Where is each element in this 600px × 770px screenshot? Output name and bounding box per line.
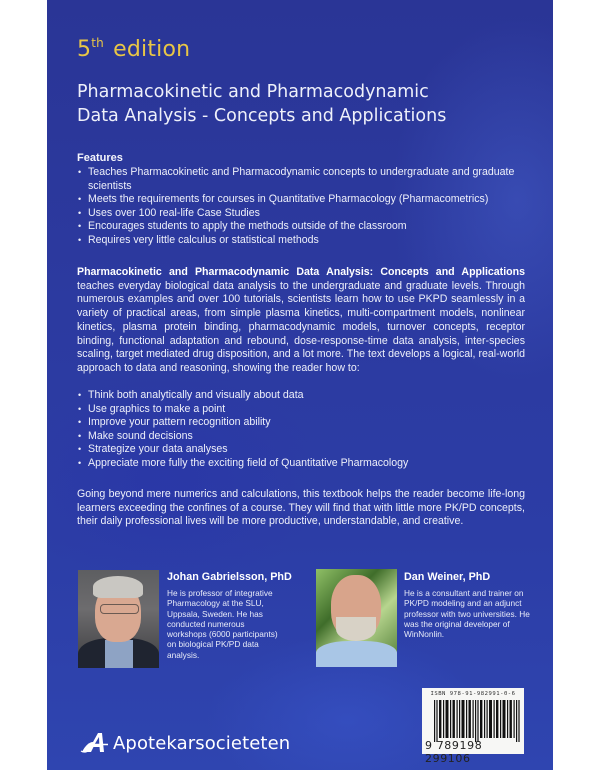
howto-item: • Use graphics to make a point [77,403,527,417]
feature-item: • Requires very little calculus or statistical methods [77,234,527,248]
description-paragraph [77,266,525,376]
author-photo-johan-gabrielsson [78,570,159,668]
howto-item: • Strategize your data analyses [77,443,527,457]
howto-item: • Make sound decisions [77,430,527,444]
feature-item: • Uses over 100 real-life Case Studies [77,207,527,221]
ean-digits: 9 789198 299106 [425,739,483,765]
barcode-bars [434,700,520,742]
howto-item: • Think both analytically and visually about data [77,389,527,403]
edition-number: 5 [77,37,92,62]
publisher-logo [79,732,290,754]
isbn-barcode [422,688,524,765]
howto-item: • Appreciate more fully the exciting field of Quantitative Pharmacology [77,457,527,471]
howto-list [77,389,527,471]
author-bio: He is professor of integrative Pharmacology at the SLU, Uppsala, Sweden. He has conducted numerous workshops (6000 participants) on biological PK/PD data analysis. [167,588,278,660]
description-lead: Pharmacokinetic and Pharmacodynamic Data Analysis: Concepts and Applications [77,266,525,278]
edition-label [77,36,190,62]
book-title-line-2: Data Analysis - Concepts and Applications [77,106,447,126]
feature-item: • Meets the requirements for courses in Quantitative Pharmacology (Pharmacometrics) [77,193,527,207]
author-name: Dan Weiner, PhD [404,571,491,583]
author-name: Johan Gabrielsson, PhD [167,571,292,583]
edition-word: edition [113,37,191,62]
book-title [77,80,547,128]
book-title-line-1: Pharmacokinetic and Pharmacodynamic [77,82,429,102]
author-photo-dan-weiner [316,569,397,667]
edition-suffix: th [91,36,104,50]
isbn-label: ISBN 978-91-982991-0-6 [430,691,516,697]
feature-item: • Encourages students to apply the methods outside of the classroom [77,220,527,234]
howto-item: • Improve your pattern recognition ability [77,416,527,430]
publisher-name: Apotekarsocieteten [113,732,291,754]
closing-paragraph: Going beyond mere numerics and calculations, this textbook helps the reader become life-long learners exceeding the confines of a course. They will find that with little more PK/PD concepts, their daily professional lives will be more productive, understandable, and creative. [77,488,525,528]
feature-item: • Teaches Pharmacokinetic and Pharmacodynamic concepts to undergraduate and graduate scientists [77,166,527,193]
book-back-cover [47,0,553,770]
apotekarsocieteten-a-logo-icon [79,732,109,754]
features-list [77,166,527,248]
description-body: teaches everyday biological data analysis to the undergraduate and graduate levels. Through numerous examples and over 100 tutorials, scientists learn how to use PKPD seamlessly in a variety of practical areas, from simple plasma kinetics, multi-compartment models, nonlinear kinetics, plasma protein binding, pharmacodynamic models, turnover concepts, receptor binding, functional adaptation and rebound, dose-response-time data analysis, inter-species scaling, target mediated drug disposition, and a lot more. The text develops a logical, real-world approach to data and reasoning, showing the reader how to: [77,279,525,374]
author-bio: He is a consultant and trainer on PK/PD modeling and an adjunct professor with two universities. He was the original developer of WinNonlin. [404,588,530,640]
features-heading: Features [77,152,123,164]
